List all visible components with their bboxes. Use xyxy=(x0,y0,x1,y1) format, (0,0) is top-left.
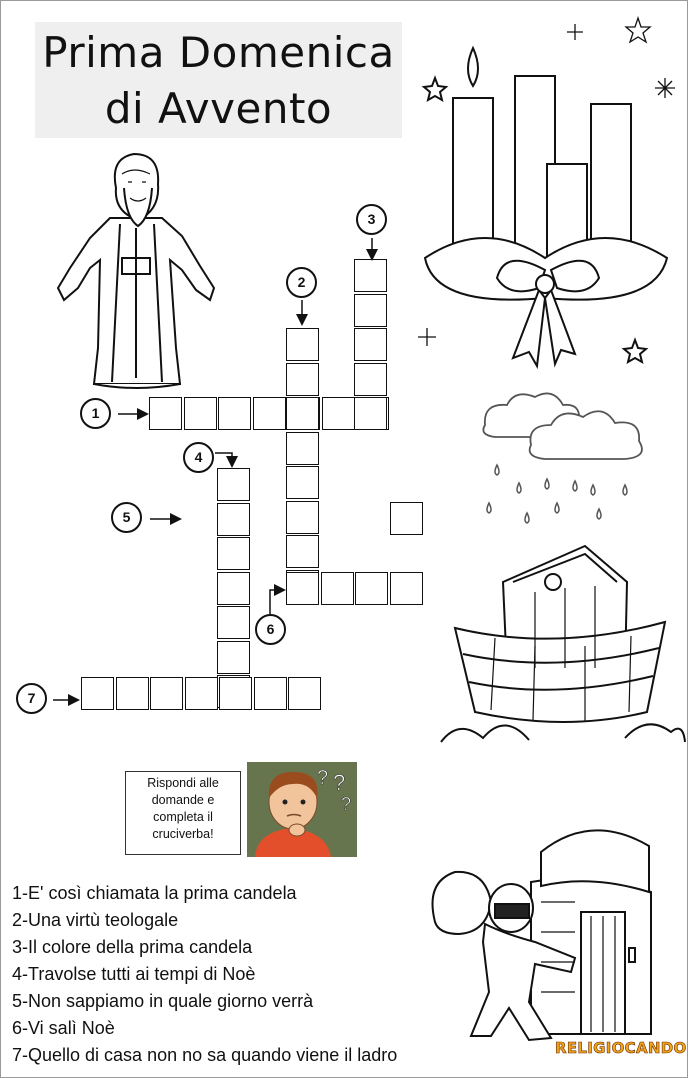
instruction-line-1: Rispondi alle xyxy=(147,776,219,790)
title-line-2: di Avvento xyxy=(104,84,333,133)
clue-number-4: 4 xyxy=(183,442,214,473)
clue-6: 6-Vi salì Noè xyxy=(12,1018,115,1038)
svg-text:?: ? xyxy=(333,770,346,795)
clue-number-6: 6 xyxy=(255,614,286,645)
clue-number-1: 1 xyxy=(80,398,111,429)
clue-7: 7-Quello di casa non no sa quando viene il ladro xyxy=(12,1045,398,1065)
clue-number-5: 5 xyxy=(111,502,142,533)
clue-list xyxy=(12,880,397,1069)
instruction-line-4: cruciverba! xyxy=(152,827,214,841)
thinking-boy-illustration xyxy=(247,762,357,857)
clue-3: 3-Il colore della prima candela xyxy=(12,937,253,957)
clue-number-2: 2 xyxy=(286,267,317,298)
svg-text:?: ? xyxy=(317,767,329,789)
instruction-line-2: domande e xyxy=(151,793,215,807)
clue-number-7: 7 xyxy=(16,683,47,714)
thief-illustration xyxy=(425,812,670,1044)
clue-number-3: 3 xyxy=(356,204,387,235)
svg-text:?: ? xyxy=(341,794,352,814)
clue-4: 4-Travolse tutti ai tempi di Noè xyxy=(12,964,256,984)
religiocando-logo: RELIGIOCANDO xyxy=(555,1039,687,1057)
clue-1: 1-E' così chiamata la prima candela xyxy=(12,883,297,903)
clue-5: 5-Non sappiamo in quale giorno verrà xyxy=(12,991,314,1011)
instruction-box xyxy=(125,771,241,855)
instruction-line-3: completa il xyxy=(153,810,213,824)
clue-2: 2-Una virtù teologale xyxy=(12,910,179,930)
title-line-1: Prima Domenica xyxy=(42,28,395,77)
